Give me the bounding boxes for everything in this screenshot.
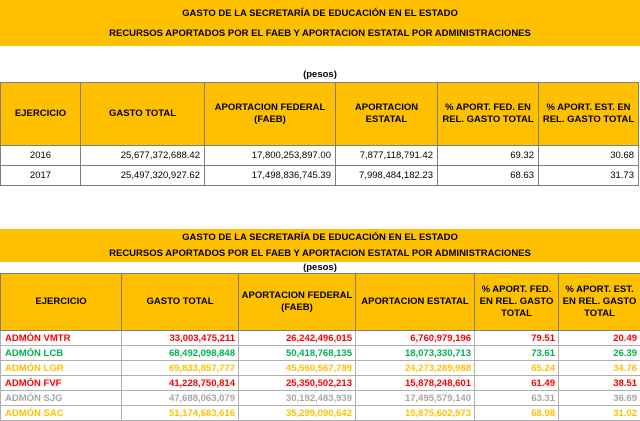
cell-estatal: 24,273,289,988 — [356, 361, 475, 376]
cell-federal: 26,242,496,015 — [239, 331, 356, 346]
cell-pct-estatal: 31.02 — [559, 406, 640, 421]
section2-subtitle: RECURSOS APORTADOS POR EL FAEB Y APORTACION ESTATAL POR ADMINISTRACIONES — [0, 248, 640, 259]
cell-total: 25,497,320,927.62 — [81, 166, 205, 186]
cell-total: 51,174,683,616 — [122, 406, 239, 421]
header-aportacion-estatal: APORTACION ESTATAL — [336, 83, 438, 146]
cell-pct-federal: 61.49 — [475, 376, 559, 391]
cell-estatal: 7,998,484,182.23 — [336, 166, 438, 186]
header-pct-estatal: % APORT. EST. EN REL. GASTO TOTAL — [539, 83, 639, 146]
header-gasto-total: GASTO TOTAL — [81, 83, 205, 146]
cell-pct-federal: 65.24 — [475, 361, 559, 376]
cell-pct-federal: 63.31 — [475, 391, 559, 406]
cell-pct-estatal: 31.73 — [539, 166, 639, 186]
admin-rows — [1, 331, 640, 421]
cell-pct-federal: 68.98 — [475, 406, 559, 421]
cell-pct-federal: 79.51 — [475, 331, 559, 346]
cell-admin-name: ADMÓN LGR — [1, 361, 122, 376]
cell-admin-name: ADMÓN LCB — [1, 346, 122, 361]
cell-federal: 50,418,768,135 — [239, 346, 356, 361]
cell-pct-estatal: 34.76 — [559, 361, 640, 376]
header-pct-estatal: % APORT. EST. EN REL. GASTO TOTAL — [559, 274, 640, 331]
cell-federal: 25,350,502,213 — [239, 376, 356, 391]
table-row — [1, 331, 640, 346]
table-row — [1, 166, 639, 186]
cell-federal: 45,560,567,789 — [239, 361, 356, 376]
section1-header-row — [1, 83, 639, 146]
cell-year: 2016 — [1, 146, 81, 166]
cell-pct-estatal: 26.39 — [559, 346, 640, 361]
header-aportacion-estatal: APORTACION ESTATAL — [356, 274, 475, 331]
section1-subtitle: RECURSOS APORTADOS POR EL FAEB Y APORTACION ESTATAL POR ADMINISTRACIONES — [0, 28, 640, 39]
cell-pct-federal: 69.32 — [438, 146, 539, 166]
header-pct-federal: % APORT. FED. EN REL. GASTO TOTAL — [475, 274, 559, 331]
section1-table — [0, 82, 639, 186]
cell-pct-estatal: 38.51 — [559, 376, 640, 391]
cell-federal: 17,498,836,745.39 — [205, 166, 336, 186]
cell-estatal: 7,877,118,791.42 — [336, 146, 438, 166]
cell-admin-name: ADMÓN SJG — [1, 391, 122, 406]
cell-estatal: 15,878,248,601 — [356, 376, 475, 391]
section1-unit: (pesos) — [0, 69, 640, 80]
cell-total: 33,003,475,211 — [122, 331, 239, 346]
cell-total: 41,228,750,814 — [122, 376, 239, 391]
section1-header — [0, 0, 640, 46]
section1-title: GASTO DE LA SECRETARÍA DE EDUCACIÓN EN EL ESTADO — [0, 8, 640, 19]
table-row — [1, 391, 640, 406]
table-row — [1, 406, 640, 421]
table-row — [1, 146, 639, 166]
cell-estatal: 17,495,579,140 — [356, 391, 475, 406]
cell-pct-federal: 68.63 — [438, 166, 539, 186]
cell-pct-federal: 73.61 — [475, 346, 559, 361]
header-ejercicio: EJERCICIO — [1, 274, 122, 331]
section2-header — [0, 229, 640, 263]
header-ejercicio: EJERCICIO — [1, 83, 81, 146]
cell-federal: 17,800,253,897.00 — [205, 146, 336, 166]
cell-total: 25,677,372,688.42 — [81, 146, 205, 166]
cell-year: 2017 — [1, 166, 81, 186]
header-pct-federal: % APORT. FED. EN REL. GASTO TOTAL — [438, 83, 539, 146]
cell-federal: 35,299,090,642 — [239, 406, 356, 421]
cell-pct-estatal: 36.69 — [559, 391, 640, 406]
cell-estatal: 6,760,979,196 — [356, 331, 475, 346]
table-row — [1, 361, 640, 376]
cell-admin-name: ADMÓN FVF — [1, 376, 122, 391]
cell-admin-name: ADMÓN SAC — [1, 406, 122, 421]
header-aportacion-federal: APORTACION FEDERAL (FAEB) — [205, 83, 336, 146]
cell-federal: 30,192,483,939 — [239, 391, 356, 406]
cell-total: 69,833,857,777 — [122, 361, 239, 376]
table-row — [1, 346, 640, 361]
section2-unit: (pesos) — [0, 262, 640, 273]
cell-estatal: 15,875,602,973 — [356, 406, 475, 421]
header-aportacion-federal: APORTACION FEDERAL (FAEB) — [239, 274, 356, 331]
header-gasto-total: GASTO TOTAL — [122, 274, 239, 331]
cell-pct-estatal: 30.68 — [539, 146, 639, 166]
table-row — [1, 376, 640, 391]
cell-admin-name: ADMÓN VMTR — [1, 331, 122, 346]
section2-header-row — [1, 274, 640, 331]
cell-total: 47,688,063,079 — [122, 391, 239, 406]
cell-total: 68,492,098,848 — [122, 346, 239, 361]
section2-table — [0, 273, 640, 421]
section2-title: GASTO DE LA SECRETARÍA DE EDUCACIÓN EN EL ESTADO — [0, 232, 640, 243]
cell-estatal: 18,073,330,713 — [356, 346, 475, 361]
cell-pct-estatal: 20.49 — [559, 331, 640, 346]
